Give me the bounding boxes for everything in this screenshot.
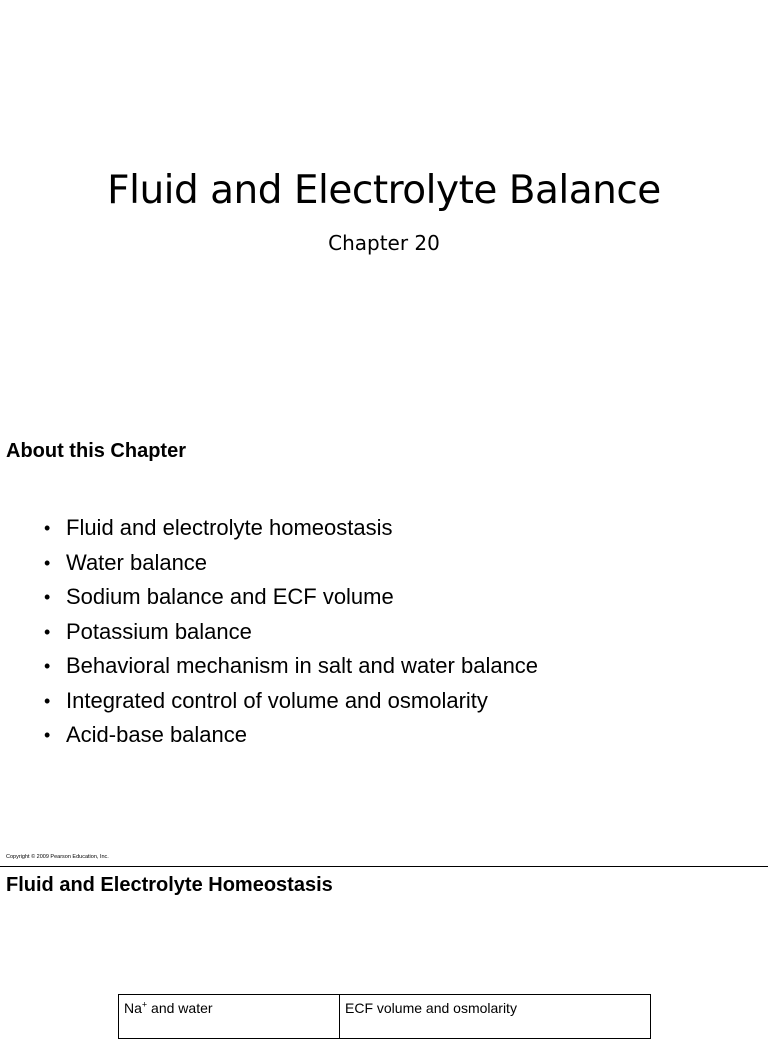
title-slide — [0, 0, 768, 431]
list-item-text: Integrated control of volume and osmolarity — [66, 687, 488, 713]
bullet-icon: • — [44, 690, 51, 711]
slide-heading: Fluid and Electrolyte Homeostasis — [6, 874, 333, 896]
list-item-text: Sodium balance and ECF volume — [66, 584, 394, 609]
list-item — [44, 511, 538, 546]
bullet-icon: • — [44, 725, 51, 745]
list-item-text: Behavioral mechanism in salt and water balance — [66, 653, 539, 678]
list-item-text: Water balance — [66, 549, 208, 575]
table-cell — [119, 995, 340, 1039]
bullet-list — [44, 511, 538, 753]
list-item — [44, 580, 538, 615]
table-cell — [340, 995, 651, 1039]
cell-text-rest: and water — [147, 1000, 213, 1016]
list-item-text: Potassium balance — [66, 618, 252, 644]
list-item — [44, 649, 538, 684]
copyright-notice: Copyright © 2009 Pearson Education, Inc. — [6, 854, 109, 860]
list-item — [44, 615, 538, 650]
list-item-text: Fluid and electrolyte homeostasis — [66, 515, 393, 540]
bullet-icon: • — [44, 518, 51, 538]
list-item — [44, 718, 538, 753]
bullet-icon: • — [44, 587, 51, 607]
cell-text-base: Na — [124, 1000, 142, 1016]
bullet-icon: • — [44, 621, 51, 642]
slide-heading: About this Chapter — [6, 440, 186, 462]
list-item — [44, 684, 538, 719]
list-item-text: Acid-base balance — [66, 722, 248, 747]
homeostasis-slide — [0, 867, 768, 1024]
slide-title: Fluid and Electrolyte Balance — [107, 168, 661, 213]
homeostasis-table — [118, 994, 651, 1039]
list-item — [44, 546, 538, 581]
cell-text-superscript: + — [141, 999, 148, 1010]
chapter-overview-slide — [0, 431, 768, 866]
bullet-icon: • — [44, 552, 51, 573]
slide-subtitle: Chapter 20 — [328, 231, 440, 255]
bullet-icon: • — [44, 656, 51, 676]
cell-text: ECF volume and osmolarity — [345, 1000, 517, 1016]
table-row — [119, 995, 651, 1039]
